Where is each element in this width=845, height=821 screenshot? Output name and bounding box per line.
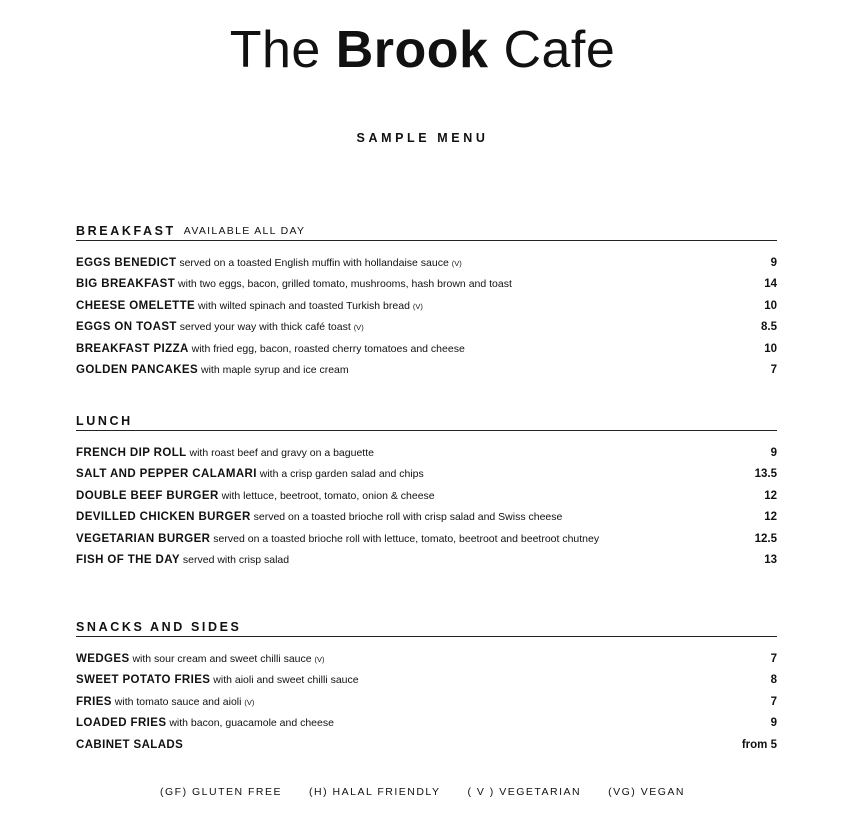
menu-item	[76, 317, 777, 339]
dietary-tag: (V)	[244, 697, 255, 707]
section-title: SNACKS AND SIDES	[76, 620, 242, 634]
item-price: 7	[770, 695, 777, 708]
item-description: with sour cream and sweet chilli sauce	[132, 652, 312, 665]
item-description: with fried egg, bacon, roasted cherry tomatoes and cheese	[191, 342, 465, 355]
section-title: LUNCH	[76, 414, 133, 428]
cafe-title	[0, 20, 845, 80]
menu-item	[76, 670, 777, 692]
item-description: with maple syrup and ice cream	[201, 364, 349, 377]
item-price: 14	[764, 278, 777, 291]
menu-item	[76, 734, 777, 756]
menu-item	[76, 252, 777, 274]
menu-subtitle: SAMPLE MENU	[356, 131, 489, 145]
item-price: 9	[770, 717, 777, 730]
item-name: FISH OF THE DAY	[76, 554, 180, 567]
item-price: 8.5	[761, 321, 777, 334]
menu-item	[76, 713, 777, 735]
item-name: GOLDEN PANCAKES	[76, 364, 199, 377]
title-prefix: The	[229, 21, 321, 79]
item-price: 7	[770, 652, 777, 665]
item-description: with aioli and sweet chilli sauce	[213, 674, 359, 687]
menu-item-list	[76, 648, 777, 756]
item-price: 10	[764, 299, 777, 312]
item-description: served on a toasted brioche roll with lettuce, tomato, beetroot and beetroot chutney	[213, 532, 600, 545]
dietary-tag: (V)	[412, 301, 423, 311]
menu-item	[76, 274, 777, 296]
dietary-tag: (V)	[314, 654, 325, 664]
item-description: with tomato sauce and aioli	[114, 695, 242, 708]
section-lunch	[76, 409, 777, 571]
item-name: LOADED FRIES	[76, 717, 167, 730]
item-name: EGGS ON TOAST	[76, 321, 177, 334]
item-price: 13	[764, 554, 777, 567]
item-description: served on a toasted English muffin with hollandaise sauce	[179, 256, 449, 269]
item-price: 9	[770, 256, 777, 269]
item-name: FRENCH DIP ROLL	[76, 446, 187, 459]
menu-item	[76, 464, 777, 486]
item-price: 12	[764, 511, 777, 524]
item-name: BREAKFAST PIZZA	[76, 342, 189, 355]
item-price: 10	[764, 342, 777, 355]
item-name: EGGS BENEDICT	[76, 256, 177, 269]
section-snacks-and-sides	[76, 615, 777, 756]
menu-item	[76, 338, 777, 360]
menu-item-list	[76, 442, 777, 571]
section-header	[76, 409, 777, 431]
item-price: from 5	[741, 738, 777, 751]
dietary-legend	[0, 786, 845, 798]
item-name: CHEESE OMELETTE	[76, 299, 196, 312]
item-description: served your way with thick café toast	[179, 321, 351, 334]
item-price: 13.5	[754, 468, 777, 481]
legend-vegetarian: ( V ) VEGETARIAN	[467, 786, 582, 798]
menu-item	[76, 442, 777, 464]
item-name: CABINET SALADS	[76, 738, 184, 751]
section-title: BREAKFAST	[76, 224, 176, 238]
section-header	[76, 615, 777, 637]
item-price: 9	[770, 446, 777, 459]
item-name: FRIES	[76, 695, 112, 708]
item-description: with two eggs, bacon, grilled tomato, mushrooms, hash brown and toast	[178, 278, 512, 291]
menu-item	[76, 485, 777, 507]
item-description: with roast beef and gravy on a baguette	[189, 446, 374, 459]
dietary-tag: (V)	[451, 258, 462, 268]
menu-item	[76, 528, 777, 550]
legend-vegan: (VG) VEGAN	[608, 786, 685, 798]
menu-item-list	[76, 252, 777, 381]
menu-item	[76, 507, 777, 529]
item-price: 7	[770, 364, 777, 377]
item-name: VEGETARIAN BURGER	[76, 532, 211, 545]
title-suffix: Cafe	[503, 21, 616, 79]
item-description: served with crisp salad	[182, 554, 290, 567]
item-description: served on a toasted brioche roll with crisp salad and Swiss cheese	[253, 511, 563, 524]
section-breakfast	[76, 219, 777, 381]
legend-halal-friendly: (H) HALAL FRIENDLY	[309, 786, 441, 798]
item-name: WEDGES	[76, 652, 130, 665]
item-price: 12.5	[754, 532, 777, 545]
menu-item	[76, 360, 777, 382]
item-name: SWEET POTATO FRIES	[76, 674, 211, 687]
item-description: with lettuce, beetroot, tomato, onion & cheese	[221, 489, 435, 502]
item-price: 12	[764, 489, 777, 502]
menu-item	[76, 648, 777, 670]
item-name: BIG BREAKFAST	[76, 278, 176, 291]
legend-gluten-free: (GF) GLUTEN FREE	[160, 786, 283, 798]
menu-item	[76, 295, 777, 317]
title-brand: Brook	[335, 21, 489, 79]
item-name: DEVILLED CHICKEN BURGER	[76, 511, 251, 524]
section-note: AVAILABLE ALL DAY	[183, 225, 306, 237]
item-description: with wilted spinach and toasted Turkish bread	[198, 299, 410, 312]
item-name: SALT AND PEPPER CALAMARI	[76, 468, 257, 481]
item-description: with bacon, guacamole and cheese	[169, 717, 334, 730]
item-name: DOUBLE BEEF BURGER	[76, 489, 219, 502]
item-description: with a crisp garden salad and chips	[259, 468, 424, 481]
menu-item	[76, 691, 777, 713]
section-header	[76, 219, 777, 241]
dietary-tag: (V)	[353, 323, 364, 333]
menu-item	[76, 550, 777, 572]
item-price: 8	[770, 674, 777, 687]
